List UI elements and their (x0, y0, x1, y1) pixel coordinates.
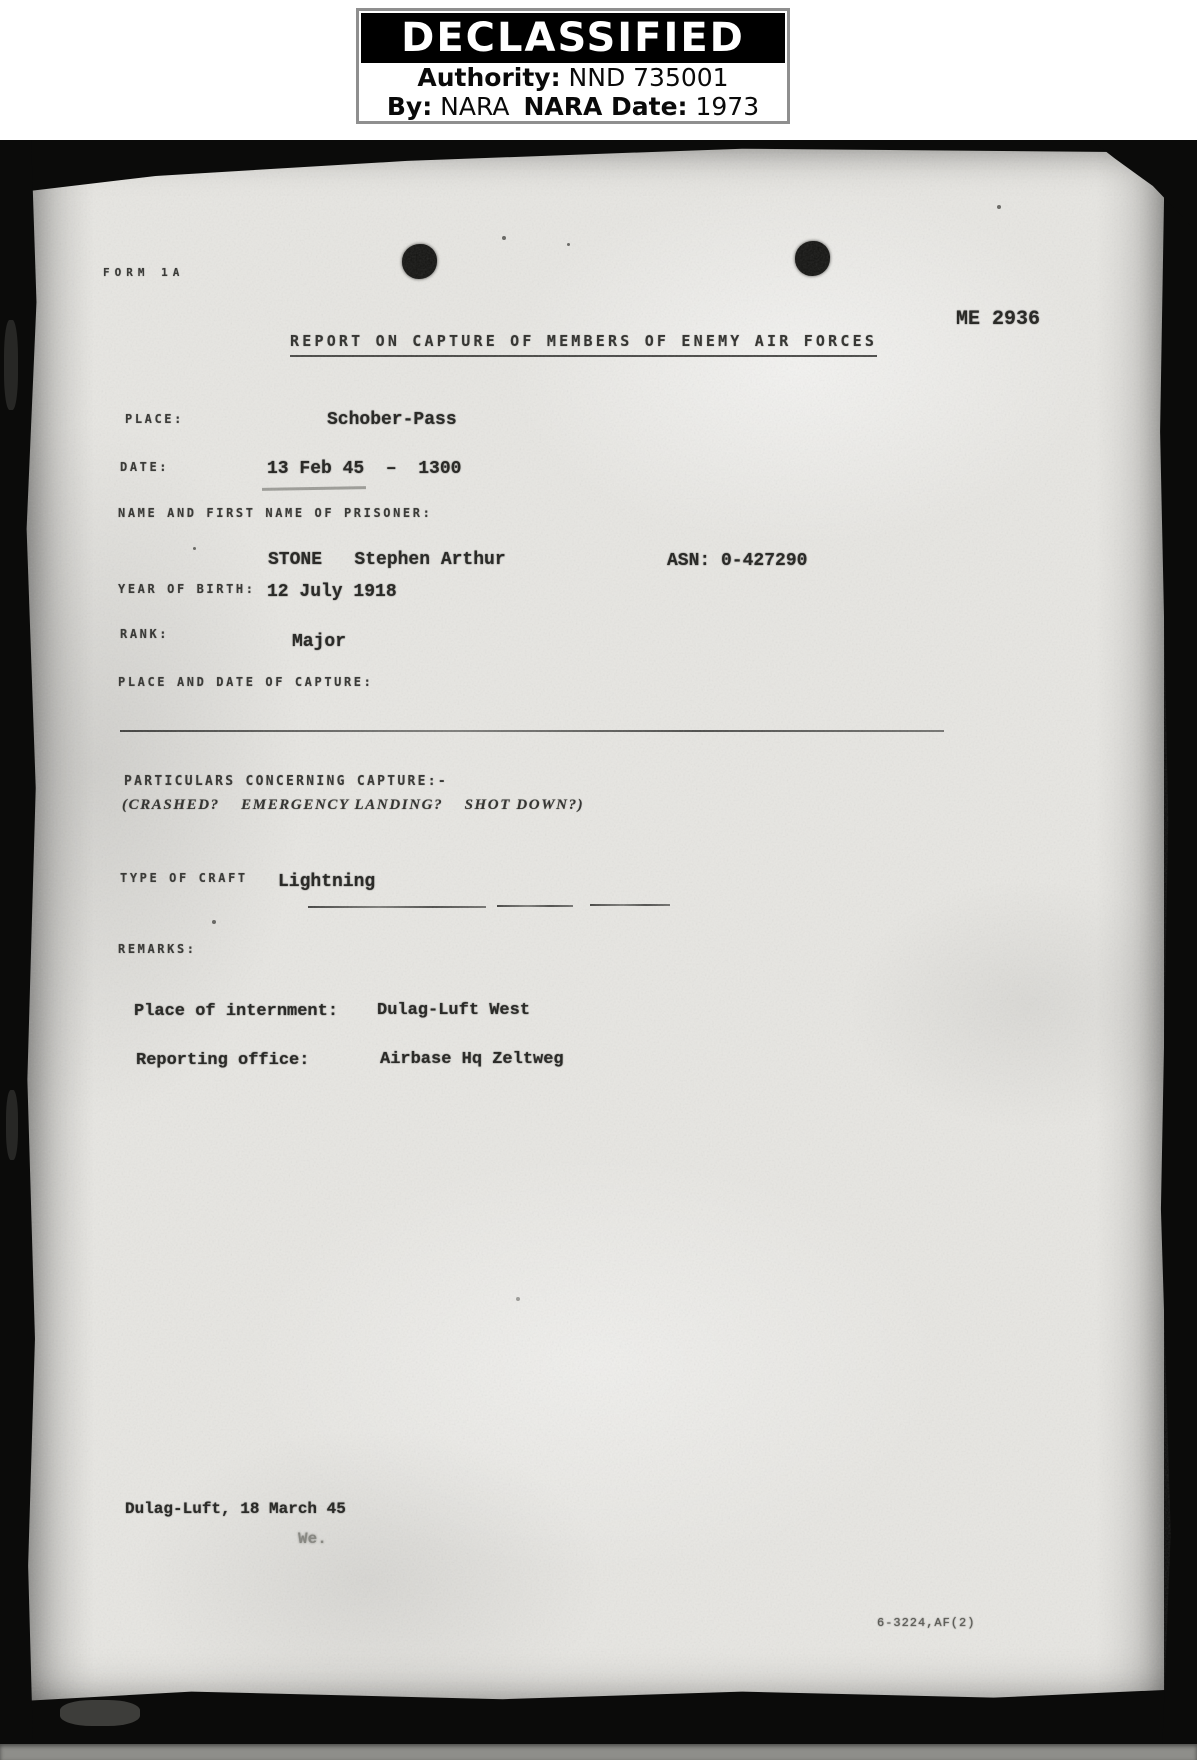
reporting-office-label: Reporting office: (136, 1051, 310, 1070)
edge-smudge (60, 1700, 140, 1726)
particulars-hint: (CRASHED? EMERGENCY LANDING? SHOT DOWN?) (122, 797, 585, 813)
ink-speck (567, 243, 570, 246)
ink-speck (212, 920, 216, 924)
file-reference: 6-3224,AF(2) (877, 1616, 976, 1630)
prisoner-name-value: STONE Stephen Arthur (268, 550, 506, 570)
ink-speck (193, 547, 196, 550)
craft-value: Lightning (278, 872, 376, 892)
birth-label: YEAR OF BIRTH: (118, 582, 256, 596)
remarks-label: REMARKS: (118, 942, 197, 956)
ink-speck (502, 236, 506, 240)
document-reference: ME 2936 (956, 308, 1041, 331)
authority-label: Authority: (417, 63, 561, 92)
date-label: DATE: (120, 460, 170, 474)
declassified-banner: DECLASSIFIED (361, 13, 785, 63)
ink-speck (516, 1297, 520, 1301)
prisoner-asn-value: ASN: 0-427290 (667, 551, 808, 571)
nara-date-value: 1973 (687, 92, 760, 121)
form-number: FORM 1A (103, 266, 185, 279)
craft-underline-1 (308, 906, 486, 908)
footer-initials: We. (298, 1530, 327, 1548)
particulars-label: PARTICULARS CONCERNING CAPTURE:- (124, 774, 449, 789)
internment-value: Dulag-Luft West (377, 1001, 531, 1020)
rank-label: RANK: (120, 627, 170, 641)
by-label: By: (386, 92, 433, 121)
authority-value: NND 735001 (560, 63, 729, 92)
rank-value: Major (292, 632, 347, 652)
hole-punch-right-icon (795, 241, 830, 276)
hole-punch-left-icon (402, 244, 437, 279)
craft-label: TYPE OF CRAFT (120, 871, 248, 885)
authority-line (359, 63, 787, 92)
edge-smudge (4, 320, 18, 410)
document-title: REPORT ON CAPTURE OF MEMBERS OF ENEMY AIR FORCES (290, 332, 877, 357)
by-line (359, 92, 787, 121)
craft-underline-3 (590, 904, 670, 906)
edge-smudge (6, 1090, 18, 1160)
birth-value: 12 July 1918 (267, 582, 397, 602)
date-value: 13 Feb 45 – 1300 (267, 459, 462, 479)
scanner-bed-strip (0, 1744, 1197, 1760)
capture-label: PLACE AND DATE OF CAPTURE: (118, 675, 374, 689)
ink-speck (997, 205, 1001, 209)
place-value: Schober-Pass (327, 410, 457, 430)
craft-underline-2 (497, 905, 573, 907)
capture-answer-line (120, 730, 944, 732)
place-label: PLACE: (125, 412, 184, 426)
declassified-stamp (356, 8, 790, 124)
nara-date-label: NARA Date: (523, 92, 688, 121)
by-value: NARA (432, 92, 510, 121)
prisoner-name-label: NAME AND FIRST NAME OF PRISONER: (118, 506, 433, 520)
reporting-office-value: Airbase Hq Zeltweg (380, 1050, 564, 1069)
paper-sheet (26, 146, 1164, 1706)
internment-label: Place of internment: (134, 1002, 339, 1021)
footer-dateline: Dulag-Luft, 18 March 45 (125, 1500, 346, 1518)
